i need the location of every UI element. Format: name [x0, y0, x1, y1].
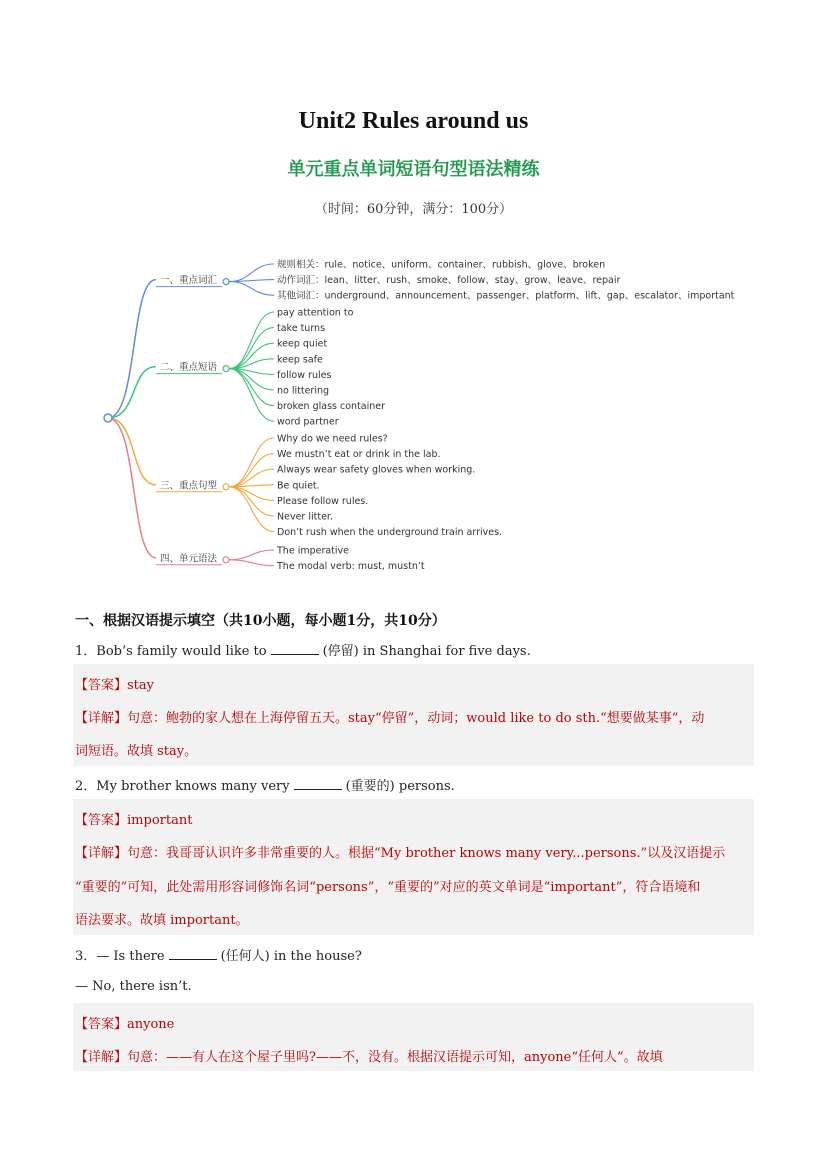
answer-box [73, 1003, 754, 1071]
answer-text: stay [127, 678, 155, 693]
mindmap-leaf-line [229, 560, 274, 566]
mindmap-branch-label: 三、重点句型 [160, 480, 218, 492]
mindmap-leaf-text: The imperative [277, 545, 350, 557]
page-subtitle: 单元重点单词短语句型语法精练 [287, 159, 540, 180]
mindmap-leaf-text: pay attention to [277, 307, 354, 319]
mindmap-root [104, 414, 112, 422]
question-text-before: Bob’s family would like to [96, 644, 267, 659]
mindmap-leaf-line [229, 328, 274, 369]
question-number: 2． [75, 779, 97, 794]
detail-line [75, 1046, 663, 1065]
mindmap-leaf-text: Be quiet. [277, 480, 320, 492]
question-2 [75, 775, 455, 794]
mindmap-leaf-text: no littering [277, 385, 330, 397]
detail-line: 词短语。故填 stay。 [75, 744, 198, 759]
detail-text: 句意：我哥哥认识许多非常重要的人。根据“My brother knows many very...persons.”以及汉语提示 [127, 846, 726, 861]
mindmap-leaf-line [229, 264, 274, 282]
question-3 [75, 945, 362, 964]
answer-line [75, 809, 192, 828]
mindmap-leaf-text: word partner [277, 416, 339, 428]
answer-blank [271, 642, 319, 655]
question-3-line2: — No, there isn’t. [75, 979, 192, 994]
mindmap-leaf-text: The modal verb: must, mustn’t [277, 561, 425, 573]
question-text-before: My brother knows many very [96, 779, 290, 794]
detail-text: 句意：鲍勃的家人想在上海停留五天。stay“停留”，动词；would like to do sth.“想要做某事”，动 [127, 711, 705, 726]
mindmap-leaf-text: follow rules [277, 369, 332, 381]
mindmap-leaf-text: We mustn’t eat or drink in the lab. [277, 449, 441, 461]
detail-tag: 【详解】 [75, 1050, 128, 1065]
mindmap-leaf-line [229, 312, 274, 369]
mindmap-node-dot [223, 484, 229, 490]
mindmap-node-dot [223, 557, 229, 563]
question-text-before: — Is there [96, 949, 165, 964]
answer-tag: 【答案】 [75, 1017, 128, 1032]
mindmap-leaf-text: Please follow rules. [277, 495, 369, 507]
answer-tag: 【答案】 [75, 813, 128, 828]
mindmap-leaf-text: Never litter. [277, 511, 333, 523]
mindmap-leaf-text: 规则相关：rule、notice、uniform、container、rubbish、glove、broken [277, 259, 606, 271]
question-number: 1． [75, 644, 97, 659]
detail-line: 语法要求。故填 important。 [75, 913, 249, 928]
mind-map [0, 245, 827, 585]
mindmap-leaf-text: broken glass container [277, 401, 386, 413]
mindmap-leaf-line [229, 487, 274, 516]
mindmap-leaf-text: Why do we need rules? [277, 433, 388, 445]
answer-tag: 【答案】 [75, 678, 128, 693]
question-text-after: (停留) in Shanghai for five days. [322, 644, 531, 659]
mindmap-leaf-line [229, 550, 274, 560]
detail-line [75, 842, 725, 861]
page-title: Unit2 Rules around us [298, 108, 529, 134]
question-number: 3． [75, 949, 97, 964]
mindmap-leaf-text: Always wear safety gloves when working. [277, 464, 476, 476]
detail-text: 句意：——有人在这个屋子里吗?——不，没有。根据汉语提示可知，anyone“任何人”。故填 [127, 1050, 663, 1065]
mindmap-leaf-line [229, 282, 274, 296]
mindmap-node-dot [223, 279, 229, 285]
mindmap-node-dot [223, 366, 229, 372]
mindmap-leaf-text: Don’t rush when the underground train arrives. [277, 527, 503, 539]
answer-box [73, 664, 754, 766]
answer-line [75, 674, 154, 693]
answer-box [73, 799, 754, 935]
mindmap-leaf-line [229, 369, 274, 422]
mindmap-leaf-text: take turns [277, 323, 326, 335]
mindmap-branch-label: 一、重点词汇 [160, 275, 218, 287]
detail-line: “重要的”可知，此处需用形容词修饰名词“persons”，“重要的”对应的英文单词是“important”，符合语境和 [75, 880, 701, 895]
detail-line [75, 707, 704, 726]
answer-text: important [127, 813, 193, 828]
answer-line [75, 1013, 174, 1032]
answer-blank [169, 947, 217, 960]
mindmap-branch-line [108, 367, 156, 418]
detail-tag: 【详解】 [75, 846, 128, 861]
mindmap-leaf-text: keep quiet [277, 338, 328, 350]
mindmap-leaf-text: 其他词汇：underground、announcement、passenger、platform、lift、gap、escalator、important [277, 290, 735, 302]
answer-blank [294, 777, 342, 790]
mindmap-branch-label: 四、单元语法 [160, 553, 218, 565]
answer-text: anyone [127, 1017, 175, 1032]
mindmap-leaf-line [229, 438, 274, 487]
question-1 [75, 640, 531, 659]
mindmap-leaf-line [229, 469, 274, 487]
detail-tag: 【详解】 [75, 711, 128, 726]
section-heading: 一、根据汉语提示填空（共10小题，每小题1分，共10分） [75, 613, 446, 629]
question-text-after: (任何人) in the house? [220, 949, 362, 964]
mindmap-leaf-text: keep safe [277, 354, 323, 366]
mindmap-leaf-text: 动作词汇：lean、litter、rush、smoke、follow、stay、grow、leave、repair [277, 275, 621, 287]
time-info: （时间：60分钟，满分：100分） [314, 202, 513, 217]
question-text-after: (重要的) persons. [345, 779, 455, 794]
mindmap-branch-line [108, 418, 156, 558]
mindmap-branch-label: 二、重点短语 [160, 362, 218, 374]
